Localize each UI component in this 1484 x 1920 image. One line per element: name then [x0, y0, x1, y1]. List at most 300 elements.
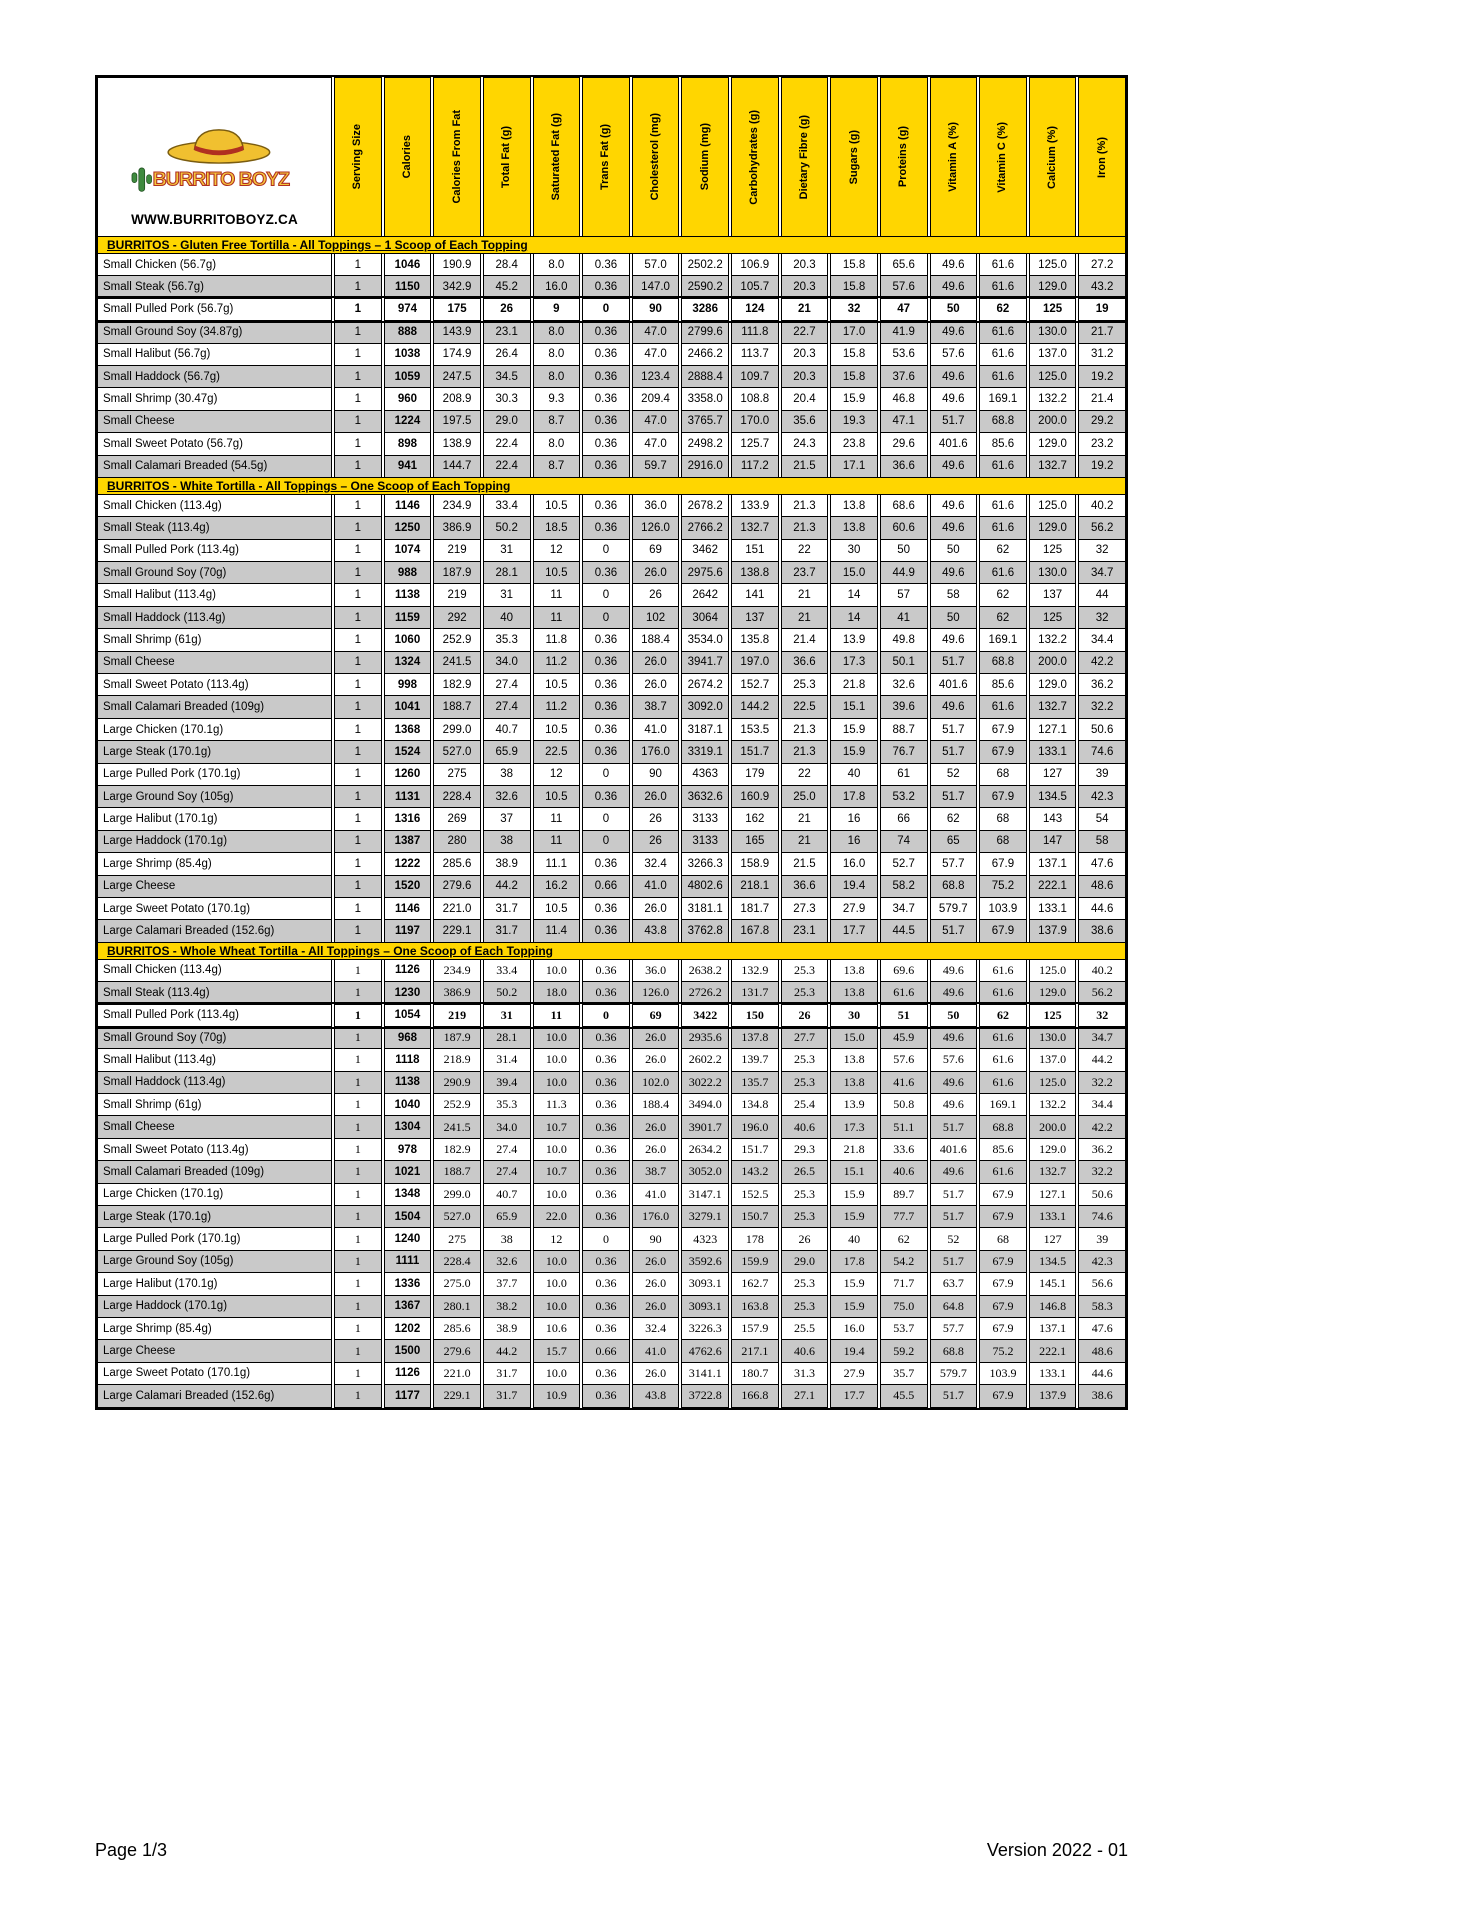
value-cell: 158.9 — [731, 852, 779, 875]
value-cell: 1041 — [384, 695, 432, 718]
value-cell: 30.3 — [483, 387, 531, 410]
table-row — [97, 919, 1126, 942]
value-cell: 74.6 — [1078, 1205, 1126, 1228]
table-row — [97, 763, 1126, 786]
value-cell: 1131 — [384, 785, 432, 808]
value-cell: 31.2 — [1078, 343, 1126, 366]
value-cell: 15.1 — [830, 695, 878, 718]
value-cell: 51.7 — [930, 410, 978, 433]
value-cell: 53.6 — [880, 343, 928, 366]
value-cell: 26.0 — [632, 561, 680, 584]
value-cell: 59.7 — [632, 455, 680, 478]
value-cell: 2498.2 — [681, 432, 729, 455]
value-cell: 23.7 — [781, 561, 829, 584]
value-cell: 33.4 — [483, 959, 531, 982]
item-name: Large Calamari Breaded (152.6g) — [97, 919, 332, 942]
item-name: Large Chicken (170.1g) — [97, 1183, 332, 1206]
value-cell: 11 — [533, 807, 581, 830]
value-cell: 53.2 — [880, 785, 928, 808]
column-header-label: Proteins (g) — [897, 126, 910, 188]
value-cell: 1 — [334, 1250, 382, 1273]
value-cell: 386.9 — [433, 516, 481, 539]
value-cell: 13.8 — [830, 516, 878, 539]
table-row — [97, 981, 1126, 1004]
value-cell: 0 — [582, 583, 630, 606]
value-cell: 275 — [433, 1227, 481, 1250]
value-cell: 2634.2 — [681, 1138, 729, 1161]
value-cell: 47.1 — [880, 410, 928, 433]
value-cell: 0.36 — [582, 1048, 630, 1071]
item-name: Small Calamari Breaded (109g) — [97, 695, 332, 718]
value-cell: 21.5 — [781, 852, 829, 875]
value-cell: 1230 — [384, 981, 432, 1004]
item-name: Large Haddock (170.1g) — [97, 830, 332, 853]
value-cell: 219 — [433, 1004, 481, 1027]
item-name: Small Halibut (56.7g) — [97, 343, 332, 366]
item-name: Large Shrimp (85.4g) — [97, 852, 332, 875]
value-cell: 8.7 — [533, 410, 581, 433]
value-cell: 1 — [334, 673, 382, 696]
value-cell: 57.6 — [880, 275, 928, 298]
value-cell: 8.0 — [533, 365, 581, 388]
value-cell: 3592.6 — [681, 1250, 729, 1273]
value-cell: 15.0 — [830, 561, 878, 584]
value-cell: 401.6 — [930, 673, 978, 696]
value-cell: 75.2 — [979, 1339, 1027, 1362]
value-cell: 1146 — [384, 897, 432, 920]
value-cell: 41.0 — [632, 1339, 680, 1362]
value-cell: 77.7 — [880, 1205, 928, 1228]
item-name: Small Cheese — [97, 410, 332, 433]
value-cell: 89.7 — [880, 1183, 928, 1206]
value-cell: 50 — [930, 606, 978, 629]
value-cell: 137.9 — [1029, 919, 1077, 942]
value-cell: 143.2 — [731, 1160, 779, 1183]
item-name: Small Chicken (113.4g) — [97, 959, 332, 982]
value-cell: 85.6 — [979, 432, 1027, 455]
value-cell: 37 — [483, 807, 531, 830]
value-cell: 167.8 — [731, 919, 779, 942]
value-cell: 21 — [781, 298, 829, 321]
value-cell: 180.7 — [731, 1362, 779, 1385]
value-cell: 127.1 — [1029, 1183, 1077, 1206]
value-cell: 19 — [1078, 298, 1126, 321]
value-cell: 169.1 — [979, 628, 1027, 651]
value-cell: 252.9 — [433, 1093, 481, 1116]
value-cell: 33.4 — [483, 494, 531, 517]
value-cell: 275.0 — [433, 1272, 481, 1295]
item-name: Small Cheese — [97, 1115, 332, 1138]
item-name: Small Shrimp (61g) — [97, 1093, 332, 1116]
column-header — [533, 77, 581, 237]
value-cell: 269 — [433, 807, 481, 830]
value-cell: 25.3 — [781, 1183, 829, 1206]
value-cell: 4802.6 — [681, 875, 729, 898]
value-cell: 62 — [979, 606, 1027, 629]
value-cell: 25.5 — [781, 1317, 829, 1340]
value-cell: 3534.0 — [681, 628, 729, 651]
table-row — [97, 365, 1126, 388]
value-cell: 143 — [1029, 807, 1077, 830]
value-cell: 1197 — [384, 919, 432, 942]
value-cell: 125.0 — [1029, 253, 1077, 276]
value-cell: 15.0 — [830, 1026, 878, 1049]
value-cell: 0.36 — [582, 1295, 630, 1318]
value-cell: 61.6 — [979, 365, 1027, 388]
value-cell: 1126 — [384, 1362, 432, 1385]
item-name: Large Halibut (170.1g) — [97, 1272, 332, 1295]
value-cell: 49.6 — [930, 365, 978, 388]
table-header-row — [97, 77, 1126, 237]
value-cell: 0.36 — [582, 695, 630, 718]
value-cell: 49.8 — [880, 628, 928, 651]
value-cell: 38.6 — [1078, 919, 1126, 942]
value-cell: 1 — [334, 1093, 382, 1116]
value-cell: 13.8 — [830, 981, 878, 1004]
value-cell: 229.1 — [433, 919, 481, 942]
value-cell: 57.6 — [880, 1048, 928, 1071]
value-cell: 988 — [384, 561, 432, 584]
value-cell: 51 — [880, 1004, 928, 1027]
value-cell: 0.36 — [582, 651, 630, 674]
value-cell: 133.9 — [731, 494, 779, 517]
table-row — [97, 1317, 1126, 1340]
value-cell: 129.0 — [1029, 275, 1077, 298]
value-cell: 1 — [334, 253, 382, 276]
table-row — [97, 897, 1126, 920]
page-footer — [95, 1840, 1128, 1861]
value-cell: 0.36 — [582, 673, 630, 696]
item-name: Small Pulled Pork (113.4g) — [97, 1004, 332, 1027]
value-cell: 0.36 — [582, 343, 630, 366]
value-cell: 2590.2 — [681, 275, 729, 298]
value-cell: 1336 — [384, 1272, 432, 1295]
value-cell: 61.6 — [979, 320, 1027, 343]
value-cell: 61.6 — [979, 516, 1027, 539]
item-name: Large Calamari Breaded (152.6g) — [97, 1384, 332, 1407]
value-cell: 34.7 — [1078, 561, 1126, 584]
item-name: Small Shrimp (30.47g) — [97, 387, 332, 410]
value-cell: 26.0 — [632, 897, 680, 920]
value-cell: 0 — [582, 606, 630, 629]
value-cell: 50.1 — [880, 651, 928, 674]
value-cell: 3279.1 — [681, 1205, 729, 1228]
value-cell: 1 — [334, 830, 382, 853]
value-cell: 61.6 — [979, 981, 1027, 1004]
item-name: Small Sweet Potato (113.4g) — [97, 673, 332, 696]
value-cell: 9.3 — [533, 387, 581, 410]
value-cell: 181.7 — [731, 897, 779, 920]
value-cell: 13.8 — [830, 959, 878, 982]
value-cell: 8.0 — [533, 320, 581, 343]
value-cell: 1118 — [384, 1048, 432, 1071]
column-header-label: Vitamin A (%) — [946, 122, 959, 192]
value-cell: 68.8 — [979, 1115, 1027, 1138]
value-cell: 10.5 — [533, 561, 581, 584]
value-cell: 0.36 — [582, 1093, 630, 1116]
burrito-boyz-logo — [117, 123, 313, 207]
value-cell: 3141.1 — [681, 1362, 729, 1385]
value-cell: 1 — [334, 959, 382, 982]
value-cell: 10.7 — [533, 1115, 581, 1138]
value-cell: 58 — [1078, 830, 1126, 853]
item-name: Small Ground Soy (70g) — [97, 561, 332, 584]
value-cell: 127.1 — [1029, 718, 1077, 741]
value-cell: 3226.3 — [681, 1317, 729, 1340]
value-cell: 182.9 — [433, 673, 481, 696]
value-cell: 15.7 — [533, 1339, 581, 1362]
value-cell: 1 — [334, 740, 382, 763]
value-cell: 15.9 — [830, 387, 878, 410]
value-cell: 188.4 — [632, 1093, 680, 1116]
table-row — [97, 1048, 1126, 1071]
value-cell: 38 — [483, 763, 531, 786]
value-cell: 32.4 — [632, 1317, 680, 1340]
value-cell: 3022.2 — [681, 1071, 729, 1094]
value-cell: 1 — [334, 1071, 382, 1094]
value-cell: 36.2 — [1078, 673, 1126, 696]
value-cell: 2888.4 — [681, 365, 729, 388]
value-cell: 27.9 — [830, 897, 878, 920]
table-row — [97, 516, 1126, 539]
value-cell: 123.4 — [632, 365, 680, 388]
value-cell: 51.7 — [930, 1384, 978, 1407]
value-cell: 68 — [979, 763, 1027, 786]
value-cell: 44.6 — [1078, 897, 1126, 920]
value-cell: 62 — [880, 1227, 928, 1250]
value-cell: 0.36 — [582, 494, 630, 517]
value-cell: 1150 — [384, 275, 432, 298]
value-cell: 40 — [483, 606, 531, 629]
value-cell: 998 — [384, 673, 432, 696]
value-cell: 3093.1 — [681, 1272, 729, 1295]
value-cell: 0 — [582, 807, 630, 830]
value-cell: 49.6 — [930, 561, 978, 584]
value-cell: 105.7 — [731, 275, 779, 298]
value-cell: 19.3 — [830, 410, 878, 433]
section-title: BURRITOS - White Tortilla - All Toppings – One Scoop of Each Topping — [107, 478, 511, 493]
value-cell: 47.6 — [1078, 852, 1126, 875]
value-cell: 16.0 — [830, 1317, 878, 1340]
value-cell: 10.0 — [533, 1250, 581, 1273]
value-cell: 26.0 — [632, 1026, 680, 1049]
value-cell: 57.7 — [930, 852, 978, 875]
value-cell: 25.3 — [781, 1295, 829, 1318]
value-cell: 152.5 — [731, 1183, 779, 1206]
value-cell: 19.2 — [1078, 455, 1126, 478]
value-cell: 45.9 — [880, 1026, 928, 1049]
value-cell: 1138 — [384, 583, 432, 606]
value-cell: 1 — [334, 695, 382, 718]
value-cell: 26.0 — [632, 1272, 680, 1295]
value-cell: 1 — [334, 628, 382, 651]
value-cell: 47.0 — [632, 410, 680, 433]
value-cell: 0.66 — [582, 1339, 630, 1362]
value-cell: 187.9 — [433, 561, 481, 584]
value-cell: 401.6 — [930, 1138, 978, 1161]
value-cell: 26.0 — [632, 785, 680, 808]
value-cell: 209.4 — [632, 387, 680, 410]
value-cell: 71.7 — [880, 1272, 928, 1295]
value-cell: 17.3 — [830, 1115, 878, 1138]
value-cell: 221.0 — [433, 897, 481, 920]
value-cell: 292 — [433, 606, 481, 629]
item-name: Large Cheese — [97, 1339, 332, 1362]
item-name: Small Haddock (56.7g) — [97, 365, 332, 388]
value-cell: 51.7 — [930, 785, 978, 808]
value-cell: 53.7 — [880, 1317, 928, 1340]
value-cell: 38.7 — [632, 695, 680, 718]
value-cell: 10.0 — [533, 1026, 581, 1049]
value-cell: 125 — [1029, 539, 1077, 562]
value-cell: 1 — [334, 1115, 382, 1138]
value-cell: 129.0 — [1029, 516, 1077, 539]
value-cell: 188.7 — [433, 695, 481, 718]
value-cell: 76.7 — [880, 740, 928, 763]
table-row — [97, 1384, 1126, 1407]
item-name: Large Sweet Potato (170.1g) — [97, 1362, 332, 1385]
value-cell: 36.0 — [632, 959, 680, 982]
value-cell: 247.5 — [433, 365, 481, 388]
value-cell: 61.6 — [979, 343, 1027, 366]
table-row — [97, 1093, 1126, 1116]
value-cell: 163.8 — [731, 1295, 779, 1318]
value-cell: 208.9 — [433, 387, 481, 410]
value-cell: 2602.2 — [681, 1048, 729, 1071]
item-name: Small Shrimp (61g) — [97, 628, 332, 651]
table-row — [97, 1160, 1126, 1183]
value-cell: 190.9 — [433, 253, 481, 276]
value-cell: 41.0 — [632, 875, 680, 898]
value-cell: 241.5 — [433, 1115, 481, 1138]
value-cell: 24.3 — [781, 432, 829, 455]
value-cell: 67.9 — [979, 1384, 1027, 1407]
value-cell: 10.7 — [533, 1160, 581, 1183]
value-cell: 65 — [930, 830, 978, 853]
value-cell: 46.8 — [880, 387, 928, 410]
value-cell: 16 — [830, 807, 878, 830]
value-cell: 200.0 — [1029, 651, 1077, 674]
value-cell: 137 — [1029, 583, 1077, 606]
value-cell: 1324 — [384, 651, 432, 674]
value-cell: 1 — [334, 275, 382, 298]
value-cell: 3187.1 — [681, 718, 729, 741]
value-cell: 35.7 — [880, 1362, 928, 1385]
table-row — [97, 561, 1126, 584]
value-cell: 15.9 — [830, 1295, 878, 1318]
value-cell: 62 — [930, 807, 978, 830]
value-cell: 144.2 — [731, 695, 779, 718]
value-cell: 15.8 — [830, 365, 878, 388]
column-header-label: Sodium (mg) — [698, 123, 711, 191]
value-cell: 0 — [582, 830, 630, 853]
value-cell: 52 — [930, 1227, 978, 1250]
value-cell: 44.2 — [483, 875, 531, 898]
value-cell: 3941.7 — [681, 651, 729, 674]
value-cell: 31.4 — [483, 1048, 531, 1071]
value-cell: 21.3 — [781, 718, 829, 741]
column-header — [1078, 77, 1126, 237]
value-cell: 2502.2 — [681, 253, 729, 276]
value-cell: 3901.7 — [681, 1115, 729, 1138]
value-cell: 1 — [334, 1362, 382, 1385]
value-cell: 0.36 — [582, 852, 630, 875]
value-cell: 21.5 — [781, 455, 829, 478]
value-cell: 32 — [1078, 539, 1126, 562]
value-cell: 133.1 — [1029, 1362, 1077, 1385]
value-cell: 40.2 — [1078, 959, 1126, 982]
item-name: Small Steak (113.4g) — [97, 516, 332, 539]
value-cell: 69 — [632, 539, 680, 562]
table-row — [97, 410, 1126, 433]
value-cell: 16.2 — [533, 875, 581, 898]
value-cell: 32 — [1078, 1004, 1126, 1027]
value-cell: 197.5 — [433, 410, 481, 433]
value-cell: 1 — [334, 1295, 382, 1318]
value-cell: 8.0 — [533, 343, 581, 366]
item-name: Small Calamari Breaded (54.5g) — [97, 455, 332, 478]
table-row — [97, 343, 1126, 366]
value-cell: 285.6 — [433, 852, 481, 875]
value-cell: 15.8 — [830, 275, 878, 298]
value-cell: 179 — [731, 763, 779, 786]
value-cell: 32.2 — [1078, 1160, 1126, 1183]
value-cell: 27.4 — [483, 1138, 531, 1161]
value-cell: 68.8 — [930, 1339, 978, 1362]
value-cell: 37.6 — [880, 365, 928, 388]
value-cell: 51.7 — [930, 1115, 978, 1138]
value-cell: 200.0 — [1029, 1115, 1077, 1138]
value-cell: 11 — [533, 606, 581, 629]
item-name: Large Pulled Pork (170.1g) — [97, 1227, 332, 1250]
value-cell: 1316 — [384, 807, 432, 830]
value-cell: 22 — [781, 763, 829, 786]
value-cell: 39.4 — [483, 1071, 531, 1094]
nutrition-table — [95, 75, 1128, 1410]
value-cell: 0 — [582, 1227, 630, 1250]
value-cell: 41.0 — [632, 1183, 680, 1206]
column-header-label: Iron (%) — [1095, 136, 1108, 178]
value-cell: 290.9 — [433, 1071, 481, 1094]
value-cell: 51.7 — [930, 651, 978, 674]
value-cell: 137.1 — [1029, 1317, 1077, 1340]
value-cell: 1 — [334, 410, 382, 433]
value-cell: 27.2 — [1078, 253, 1126, 276]
table-row — [97, 852, 1126, 875]
value-cell: 67.9 — [979, 852, 1027, 875]
value-cell: 25.4 — [781, 1093, 829, 1116]
value-cell: 42.3 — [1078, 785, 1126, 808]
value-cell: 39 — [1078, 763, 1126, 786]
value-cell: 162.7 — [731, 1272, 779, 1295]
value-cell: 26.0 — [632, 1295, 680, 1318]
value-cell: 0.36 — [582, 1160, 630, 1183]
column-header — [781, 77, 829, 237]
value-cell: 3093.1 — [681, 1295, 729, 1318]
value-cell: 11.2 — [533, 695, 581, 718]
value-cell: 61.6 — [979, 959, 1027, 982]
value-cell: 217.1 — [731, 1339, 779, 1362]
value-cell: 0.36 — [582, 1026, 630, 1049]
value-cell: 196.0 — [731, 1115, 779, 1138]
value-cell: 50.2 — [483, 981, 531, 1004]
value-cell: 137.0 — [1029, 1048, 1077, 1071]
value-cell: 4363 — [681, 763, 729, 786]
value-cell: 58.3 — [1078, 1295, 1126, 1318]
value-cell: 174.9 — [433, 343, 481, 366]
value-cell: 44.2 — [1078, 1048, 1126, 1071]
table-row — [97, 1205, 1126, 1228]
